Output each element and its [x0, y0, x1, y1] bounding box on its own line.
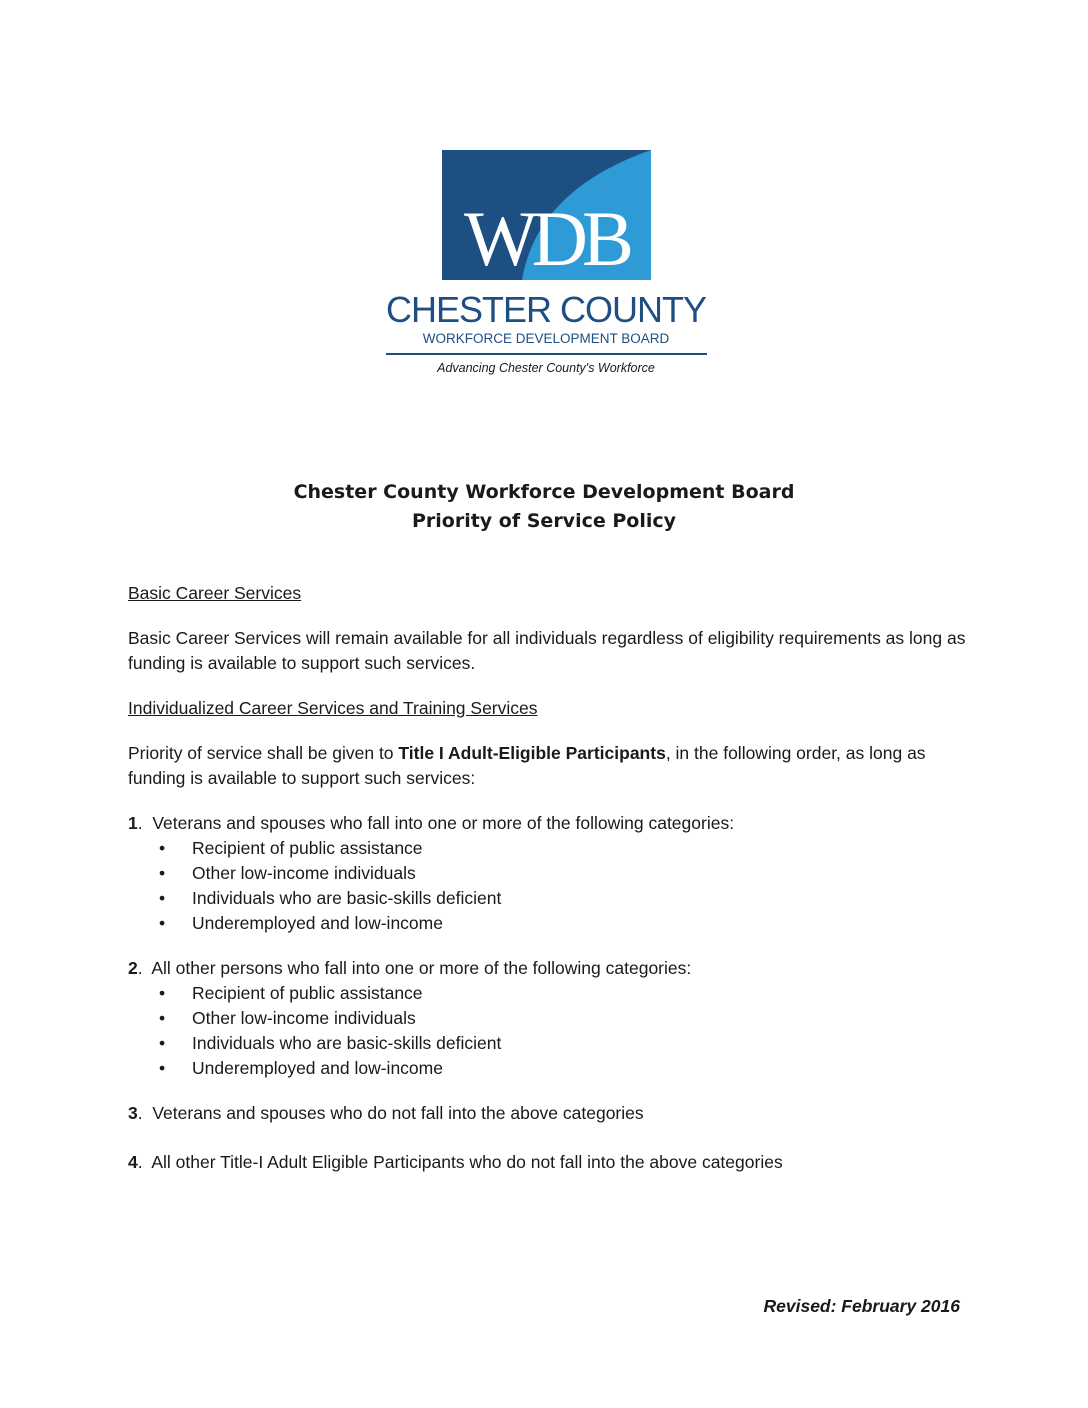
priority-number: 3 — [128, 1103, 138, 1123]
bullet-icon: • — [159, 888, 166, 908]
priority-text: All other Title-I Adult Eligible Participants who do not fall into the above categories — [151, 1152, 783, 1172]
priority-intro-emphasis: Title I Adult-Eligible Participants — [398, 743, 666, 763]
priority-intro-start: Priority of service shall be given to — [128, 743, 399, 763]
bullet-icon: • — [159, 1033, 166, 1053]
priority-item-3: 3. Veterans and spouses who do not fall into the above categories — [128, 1103, 644, 1123]
logo-board-name: WORKFORCE DEVELOPMENT BOARD — [422, 331, 670, 346]
logo-tagline: Advancing Chester County's Workforce — [437, 361, 655, 375]
section-heading-individualized: Individualized Career Services and Training Services — [128, 698, 538, 718]
wdb-logo-mark — [442, 150, 651, 280]
revision-date: Revised: February 2016 — [763, 1296, 960, 1316]
bullet-icon: • — [159, 983, 166, 1003]
priority-number: 1 — [128, 813, 138, 833]
priority-item-4: 4. All other Title-I Adult Eligible Participants who do not fall into the above categories — [128, 1152, 783, 1172]
bullet-icon: • — [159, 913, 166, 933]
priority-text: Veterans and spouses who do not fall into the above categories — [152, 1103, 644, 1123]
list-item: • Recipient of public assistance — [128, 836, 968, 861]
list-item: • Other low-income individuals — [128, 1006, 968, 1031]
logo-letters: WDB — [464, 195, 628, 280]
priority-number: 2 — [128, 958, 138, 978]
bullet-icon: • — [159, 1058, 166, 1078]
bullet-icon: • — [159, 863, 166, 883]
logo-county-name: CHESTER COUNTY — [385, 289, 707, 330]
priority-item-2: 2. All other persons who fall into one or more of the following categories: — [128, 958, 692, 978]
logo-divider — [386, 353, 707, 355]
list-item: • Underemployed and low-income — [128, 911, 968, 936]
list-item: • Individuals who are basic-skills deficient — [128, 1031, 968, 1056]
priority-item-1: 1. Veterans and spouses who fall into one or more of the following categories: — [128, 813, 735, 833]
list-item: • Individuals who are basic-skills deficient — [128, 886, 968, 911]
priority-2-bullets — [128, 981, 968, 1081]
section-body-basic: Basic Career Services will remain available for all individuals regardless of eligibility requirements as long as funding is available to support such services. — [128, 628, 966, 673]
priority-text: Veterans and spouses who fall into one or more of the following categories: — [152, 813, 735, 833]
list-item: • Underemployed and low-income — [128, 1056, 968, 1081]
priority-intro — [128, 741, 968, 791]
document-title — [0, 478, 1088, 536]
bullet-icon: • — [159, 838, 166, 858]
title-line-2: Priority of Service Policy — [411, 510, 676, 532]
list-item: • Other low-income individuals — [128, 861, 968, 886]
priority-text: All other persons who fall into one or more of the following categories: — [151, 958, 692, 978]
bullet-icon: • — [159, 1008, 166, 1028]
section-heading-basic: Basic Career Services — [128, 583, 302, 603]
policy-body — [128, 581, 968, 1175]
list-item: • Recipient of public assistance — [128, 981, 968, 1006]
title-line-1: Chester County Workforce Development Board — [293, 481, 795, 503]
priority-number: 4 — [128, 1152, 138, 1172]
priority-1-bullets — [128, 836, 968, 936]
priority-intro-end: , in the following order, as long as funding is available to support such services: — [128, 743, 926, 788]
wdb-logo — [384, 148, 708, 388]
